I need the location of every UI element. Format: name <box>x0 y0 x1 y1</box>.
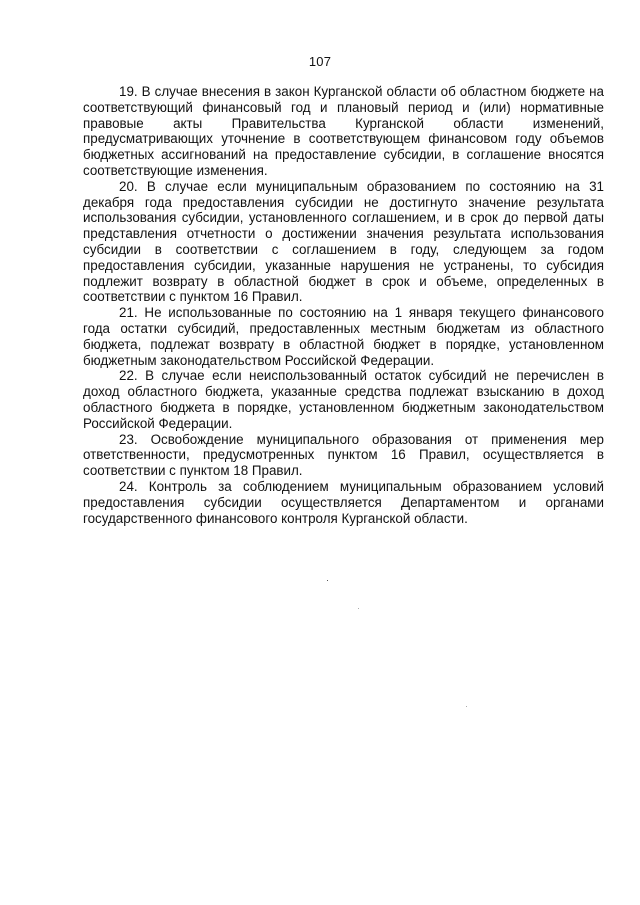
paragraph-20: 20. В случае если муниципальным образованием по состоянию на 31 декабря года предоставления субсидии не достигнуто значение результата использования субсидии, установленного соглашением, и в срок до первой даты представления отчетности о достижении значения результата использования субсидии в соответствии с соглашением в году, следующем за годом предоставления субсидии, указанные нарушения не устранены, то субсидия подлежит возврату в областной бюджет в срок и объеме, определенных в соответствии с пунктом 16 Правил. <box>83 178 604 305</box>
paragraph-24: 24. Контроль за соблюдением муниципальным образованием условий предоставления субсидии осуществляется Департаментом и органами государственного финансового контроля Курганской области. <box>83 478 604 526</box>
scan-speck <box>358 608 359 609</box>
paragraph-23: 23. Освобождение муниципального образования от применения мер ответственности, предусмотренных пунктом 16 Правил, осуществляется в соответствии с пунктом 18 Правил. <box>83 431 604 479</box>
document-body <box>83 84 604 526</box>
paragraph-19: 19. В случае внесения в закон Курганской области об областном бюджете на соответствующий финансовый год и плановый период и (или) нормативные правовые акты Правительства Курганской области изменений, предусматривающих уточнение в соответствующем финансовом году объемов бюджетных ассигнований на предоставление субсидии, в соглашение вносятся соответствующие изменения. <box>83 84 604 178</box>
scan-speck <box>327 580 328 581</box>
paragraph-21: 21. Не использованные по состоянию на 1 января текущего финансового года остатки субсидий, предоставленных местным бюджетам из областного бюджета, подлежат возврату в областной бюджет в порядке, установленном бюджетным законодательством Российской Федерации. <box>83 305 604 368</box>
paragraph-22: 22. В случае если неиспользованный остаток субсидий не перечислен в доход областного бюджета, указанные средства подлежат взысканию в доход областного бюджета в порядке, установленном бюджетным законодательством Российской Федерации. <box>83 368 604 431</box>
page-number: 107 <box>308 54 332 69</box>
scan-speck <box>466 706 467 707</box>
